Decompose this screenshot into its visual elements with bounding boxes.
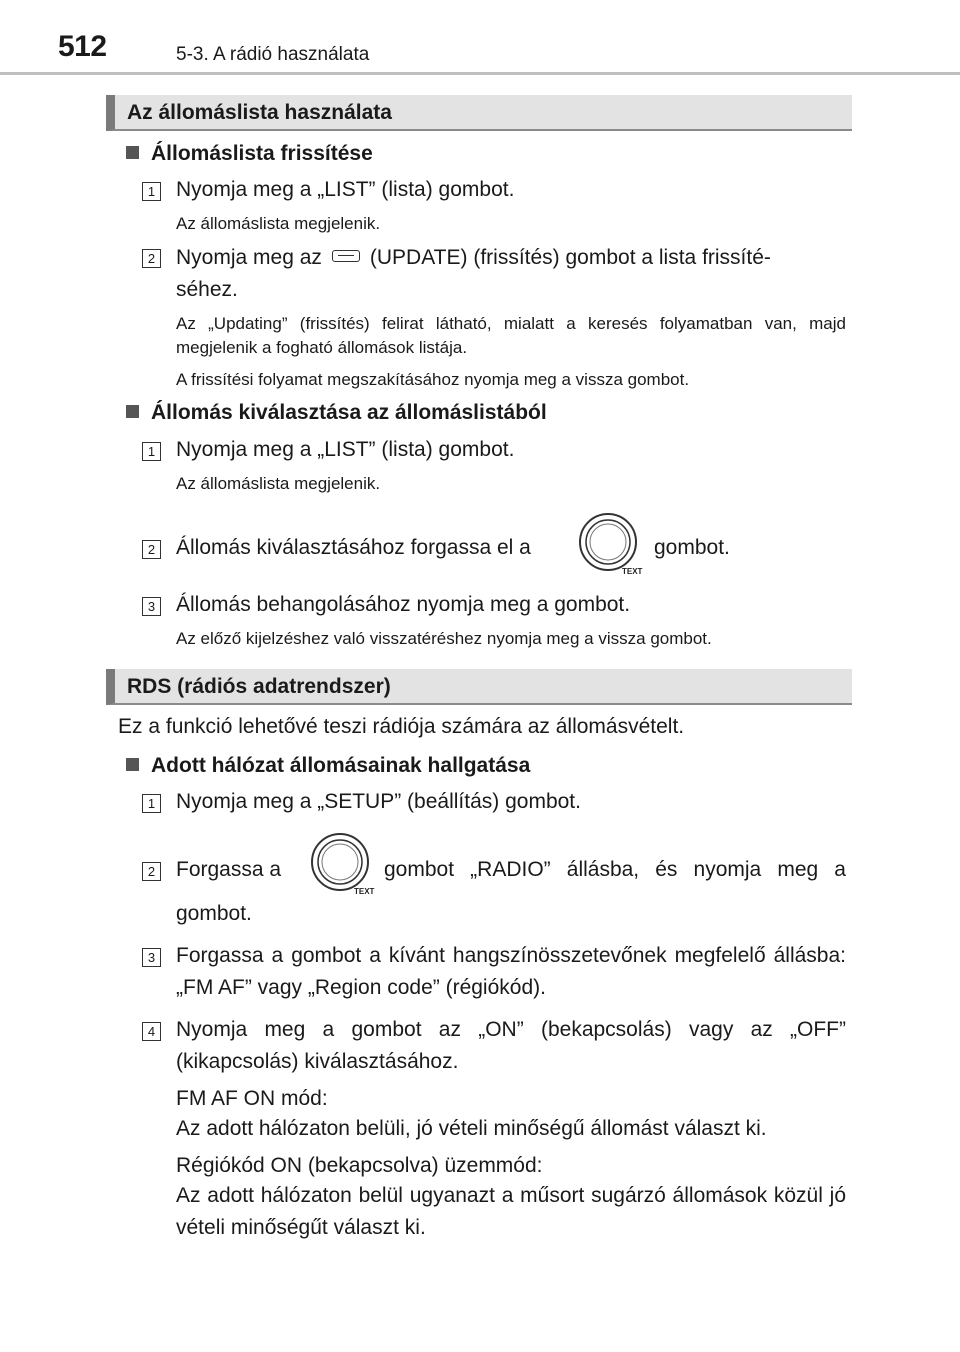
knob-label: TEXT (622, 567, 643, 576)
step-text: Állomás kiválasztásához forgassa el a (176, 536, 531, 559)
step-text: Nyomja meg a „SETUP” (beállítás) gombot. (176, 790, 581, 813)
header-divider (0, 72, 960, 75)
subheading-list-refresh: Állomáslista frissítése (126, 142, 373, 166)
mode-title: Régiókód ON (bekapcsolva) üzemmód: (176, 1154, 543, 1177)
square-bullet-icon (126, 758, 139, 771)
mode-description: Az adott hálózaton belüli, jó vételi minőségű állomást választ ki. (176, 1117, 767, 1140)
subheading-network-stations: Adott hálózat állomásainak hallgatása (126, 754, 530, 778)
section-title: Az állomáslista használata (127, 101, 392, 124)
step-text: Forgassa a gombot a kívánt hangszínösszetevőnek megfelelő állásba: „FM AF” vagy „Region code” (régiókód). (176, 944, 846, 999)
step-number: 3 (142, 597, 161, 616)
section-title: RDS (rádiós adatrendszer) (127, 675, 391, 698)
subheading-station-select: Állomás kiválasztása az állomáslistából (126, 401, 547, 425)
update-button-icon (332, 250, 360, 262)
step-text: Nyomja meg a „LIST” (lista) gombot. (176, 178, 515, 201)
section-banner-station-list (106, 95, 852, 131)
page-number: 512 (58, 30, 107, 63)
step-number: 1 (142, 794, 161, 813)
tune-knob-icon (310, 832, 376, 903)
step-note: Az előző kijelzéshez való visszatéréshez nyomja meg a vissza gombot. (176, 629, 712, 648)
step-text: Forgassa a (176, 858, 282, 881)
step-number: 4 (142, 1022, 161, 1041)
step-text-continuation: gombot. (654, 536, 730, 559)
knob-label: TEXT (354, 887, 375, 896)
step-note: Az állomáslista megjelenik. (176, 214, 381, 233)
square-bullet-icon (126, 405, 139, 418)
step-text: Állomás behangolásához nyomja meg a gombot. (176, 593, 631, 616)
step-number: 2 (142, 249, 161, 268)
mode-description: Az adott hálózaton belül ugyanazt a műsort sugárzó állomások közül jó vételi minőségűt választ ki. (176, 1184, 846, 1239)
step-note: A frissítési folyamat megszakításához nyomja meg a vissza gombot. (176, 370, 690, 389)
tune-knob-icon (578, 512, 644, 583)
mode-title: FM AF ON mód: (176, 1087, 328, 1110)
step-number: 1 (142, 442, 161, 461)
step-text: Nyomja meg a gombot az „ON” (bekapcsolás) vagy az „OFF” (kikapcsolás) kiválasztásához. (176, 1018, 846, 1073)
step-note: Az állomáslista megjelenik. (176, 474, 381, 493)
step-number: 1 (142, 182, 161, 201)
square-bullet-icon (126, 146, 139, 159)
section-path: 5-3. A rádió használata (176, 44, 370, 65)
step-number: 2 (142, 862, 161, 881)
step-number: 2 (142, 540, 161, 559)
step-text-continuation: gombot „RADIO” állásba, és nyomja meg a (384, 858, 846, 881)
step-text-line2: gombot. (176, 902, 252, 925)
section-banner-rds (106, 669, 852, 705)
intro-paragraph: Ez a funkció lehetővé teszi rádiója számára az állomásvételt. (118, 715, 685, 738)
step-number: 3 (142, 948, 161, 967)
step-note: Az „Updating” (frissítés) felirat látható, mialatt a keresés folyamatban van, majd megjelenik a fogható állomások listája. (176, 314, 846, 357)
step-text: Nyomja meg a „LIST” (lista) gombot. (176, 438, 515, 461)
step-text: Nyomja meg az (UPDATE) (frissítés) gombot a lista frissíté- séhez. (176, 246, 771, 301)
